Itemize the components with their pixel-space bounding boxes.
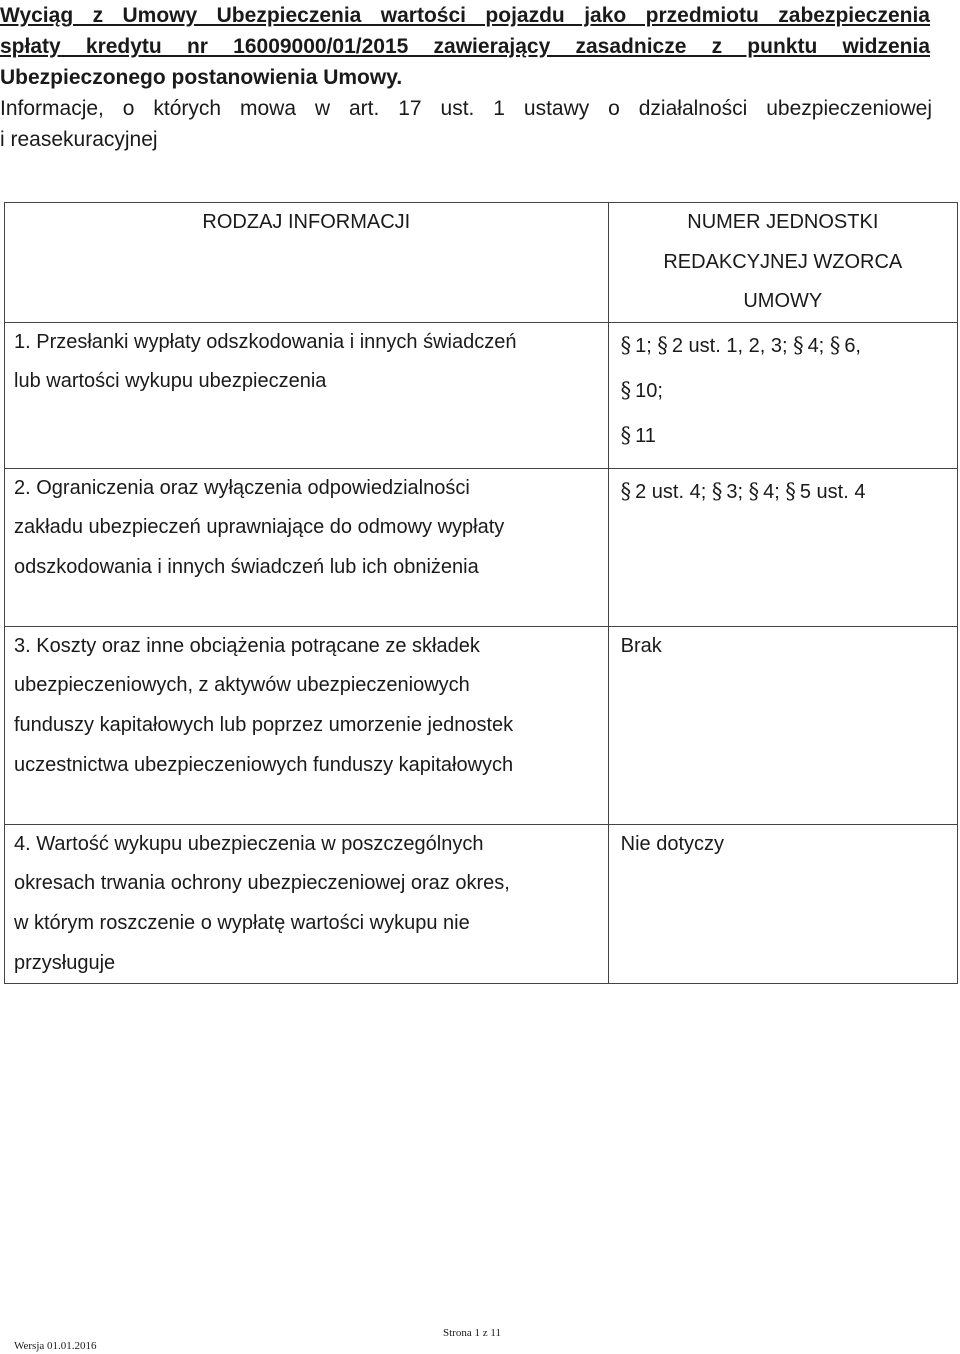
header-information-type: [5, 203, 609, 323]
intro-line-1: Informacje, o których mowa w art. 17 ust. 1 ustawy o działalności ubezpieczeniowej: [0, 97, 932, 120]
row-2-ref-a: 2 ust. 4;: [635, 480, 707, 503]
section-symbol-icon: §: [711, 478, 723, 503]
row-2-ref-b: 3;: [726, 480, 744, 503]
row-4-ref: Nie dotyczy: [620, 832, 724, 855]
title-line-1: Wyciąg z Umowy Ubezpieczenia wartości pojazdu jako przedmiotu zabezpieczenia: [0, 4, 930, 27]
title-line-2: spłaty kredytu nr 16009000/01/2015 zawierający zasadnicze z punktu widzenia: [0, 35, 930, 58]
section-symbol-icon: §: [793, 332, 804, 357]
title-line-3: Ubezpieczonego postanowienia Umowy.: [0, 66, 403, 89]
row-4-unit-number: [608, 824, 957, 983]
section-symbol-icon: §: [620, 422, 632, 447]
row-1-ref-b: 2 ust. 1, 2, 3;: [671, 334, 788, 357]
header-right-line-2: REDAKCYJNEJ WZORCA: [663, 250, 903, 273]
row-2-line-3: odszkodowania i innych świadczeń lub ich obniżenia: [14, 555, 479, 578]
row-4-line-2: okresach trwania ochrony ubezpieczeniowej oraz okres,: [14, 872, 510, 895]
section-symbol-icon: §: [620, 478, 632, 503]
row-1-ref-d: 6,: [844, 334, 861, 357]
row-3-line-1: 3. Koszty oraz inne obciążenia potrącane ze składek: [14, 634, 480, 657]
row-1-line-2: lub wartości wykupu ubezpieczenia: [14, 370, 327, 393]
table-row: [5, 824, 958, 983]
document-title: [0, 0, 930, 93]
row-2-unit-number: [608, 468, 957, 626]
row-1-line-1: 1. Przesłanki wypłaty odszkodowania i innych świadczeń: [14, 330, 517, 353]
header-left-label: RODZAJ INFORMACJI: [202, 211, 411, 233]
header-unit-number: [608, 203, 957, 323]
row-2-information: [5, 468, 609, 626]
row-4-information: [5, 824, 609, 983]
row-2-ref-d: 5 ust. 4: [799, 480, 866, 503]
row-2-ref-line-1: [621, 469, 949, 514]
row-1-ref-e: 10;: [635, 379, 663, 402]
row-1-ref-a: 1;: [635, 334, 652, 357]
table-row: [5, 626, 958, 824]
row-4-line-3: w którym roszczenie o wypłatę wartości wykupu nie: [14, 911, 470, 934]
page-number: Strona 1 z 11: [443, 1327, 501, 1339]
row-3-line-4: uczestnictwa ubezpieczeniowych funduszy kapitałowych: [14, 753, 514, 776]
section-symbol-icon: §: [657, 332, 668, 357]
row-3-ref: Brak: [620, 634, 662, 657]
header-right-line-1: NUMER JEDNOSTKI: [687, 211, 879, 233]
row-2-ref-c: 4;: [763, 480, 780, 503]
row-1-ref-line-3: [621, 413, 949, 458]
row-1-information: [5, 322, 609, 468]
row-4-line-1: 4. Wartość wykupu ubezpieczenia w poszczególnych: [14, 832, 484, 855]
table-row: [5, 468, 958, 626]
row-1-ref-line-2: [621, 368, 949, 413]
section-symbol-icon: §: [620, 377, 632, 402]
intro-text: [0, 93, 932, 155]
row-4-line-4: przysługuje: [14, 951, 116, 974]
row-3-line-2: ubezpieczeniowych, z aktywów ubezpieczeniowych: [14, 674, 470, 697]
row-1-ref-c: 4;: [807, 334, 825, 357]
information-table: [4, 202, 958, 984]
row-1-ref-f: 11: [635, 424, 656, 447]
row-1-ref-line-1: [621, 323, 949, 368]
header-right-line-3: UMOWY: [743, 290, 823, 313]
table-row: [5, 322, 958, 468]
row-2-line-2: zakładu ubezpieczeń uprawniające do odmowy wypłaty: [14, 516, 505, 539]
table-header-row: [5, 203, 958, 323]
row-1-unit-number: [608, 322, 957, 468]
document-version: Wersja 01.01.2016: [14, 1340, 97, 1352]
section-symbol-icon: §: [620, 332, 632, 357]
row-3-unit-number: [608, 626, 957, 824]
row-2-line-1: 2. Ograniczenia oraz wyłączenia odpowiedzialności: [14, 476, 470, 499]
row-3-information: [5, 626, 609, 824]
row-3-line-3: funduszy kapitałowych lub poprzez umorzenie jednostek: [14, 713, 514, 736]
section-symbol-icon: §: [748, 478, 760, 503]
section-symbol-icon: §: [785, 478, 796, 503]
section-symbol-icon: §: [829, 332, 841, 357]
intro-line-2: i reasekuracyjnej: [0, 128, 158, 151]
